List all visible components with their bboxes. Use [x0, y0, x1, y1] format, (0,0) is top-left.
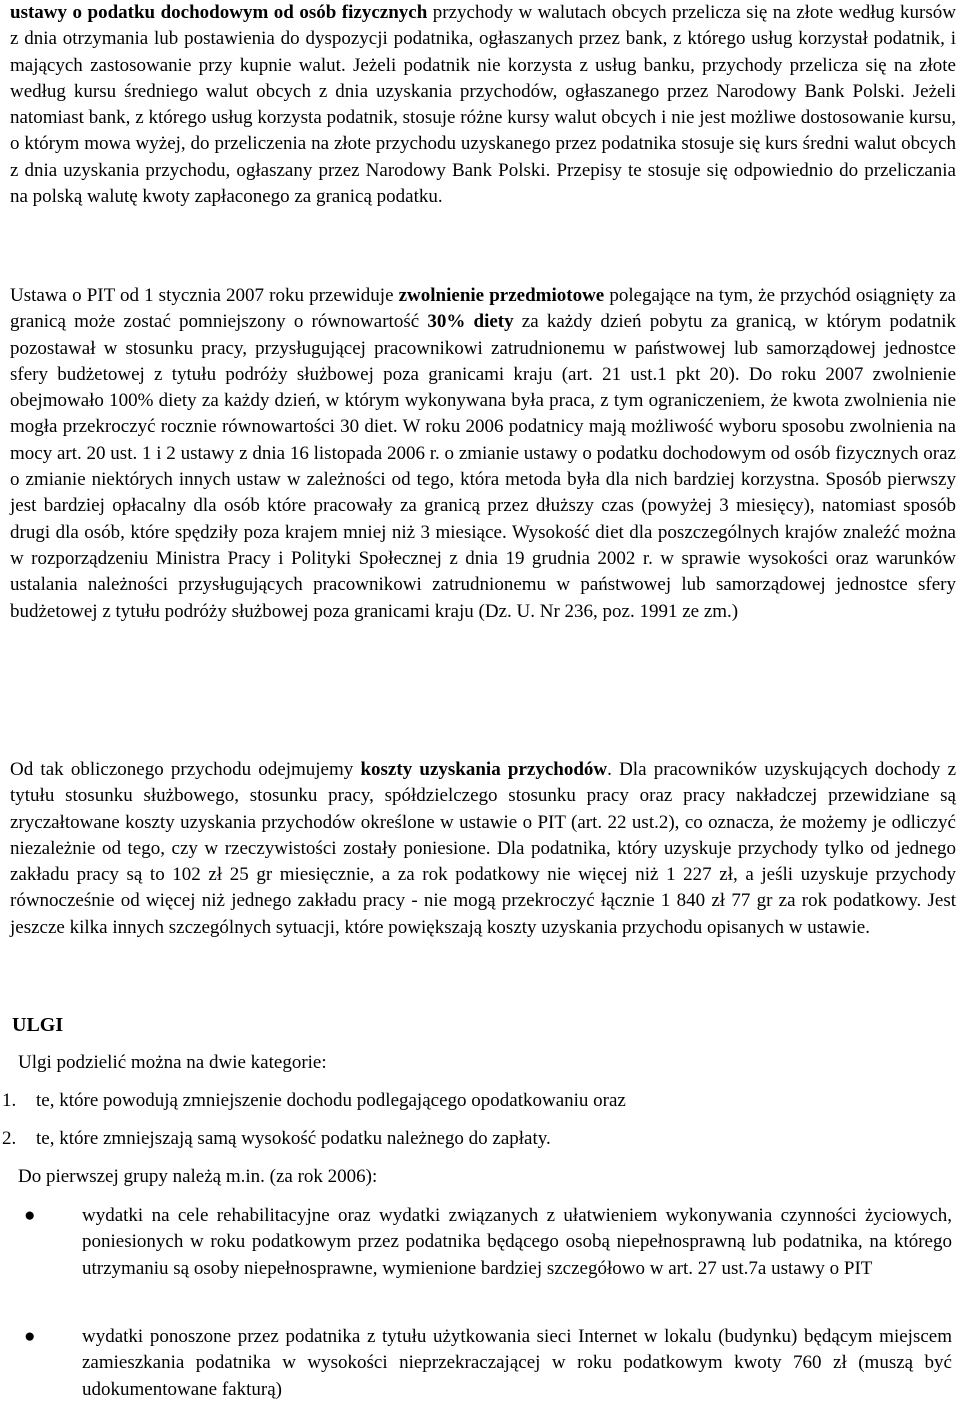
costs-term-bold: koszty uzyskania przychodów	[360, 759, 608, 780]
bullet-icon: ●	[24, 1205, 36, 1226]
list-number: 2.	[2, 1128, 17, 1149]
ulgi-intro-text: Ulgi podzielić można na dwie kategorie:	[18, 1052, 327, 1073]
paragraph-currency-conversion	[10, 0, 956, 210]
paragraph-text: przychody w walutach obcych przelicza się na złote według kursów z dnia otrzymania lub postawienia do dyspozycji podatnika, ogłaszanych przez bank, z którego usług korzystał podatnik, i mających zastosowanie przy kupnie walut. Jeżeli podatnik nie korzysta z usług banku, przychody przelicza się na złote według kursu średniego walut obcych z dnia uzyskania przychodów, ogłaszanego przez Narodowy Bank Polski. Jeżeli natomiast bank, z którego usług korzysta podatnik, stosuje różne kursy walut obcych i nie jest możliwe dostosowanie kursu, o którym mowa wyżej, do przeliczenia na złote przychodu uzyskanego przez podatnika stosuje się kurs średni walut obcych z dnia uzyskania przychodu, ogłaszany przez Narodowy Bank Polski. Przepisy te stosuje się odpowiednio do przeliczania na polską walutę kwoty zapłaconego za granicą podatku.	[10, 2, 956, 208]
list-item-text: te, które zmniejszają samą wysokość podatku należnego do zapłaty.	[36, 1128, 551, 1149]
exemption-term-bold: zwolnienie przedmiotowe	[398, 285, 605, 306]
diet-percent-bold: 30% diety	[427, 311, 514, 333]
paragraph-text: za każdy dzień pobytu za granicą, w którym podatnik pozostawał w stosunku pracy, przysługującej pracownikowi zatrudnionemu w państwowej lub samorządowej jednostce sfery budżetowej z tytułu podróży służbowej poza granicami kraju (art. 21 ust.1 pkt 20). Do roku 2007 zwolnienie obejmowało 100% diety za każdy dzień, w którym wykonywana była praca, z tym ograniczeniem, że kwota zwolnienia nie mogła przekroczyć rocznie równowartości 30 diet. W roku 2006 podatnicy mają możliwość wyboru sposobu zwolnienia na mocy art. 20 ust. 1 i 2 ustawy z dnia 16 listopada 2006 r. o zmianie ustawy o podatku dochodowym od osób fizycznych oraz o zmianie niektórych innych ustaw w zależności od tego, która metoda była dla nich bardziej korzystna. Sposób pierwszy jest bardziej opłacalny dla osób które pracowały za granicą przez dłuższy czas (powyżej 3 miesięcy), natomiast sposób drugi dla osób, które spędziły poza krajem mniej niż 3 miesiące. Wysokość diet dla poszczególnych krajów znaleźć można w rozporządzeniu Ministra Pracy i Polityki Społecznej z dnia 19 grudnia 2002 r. w sprawie wysokości oraz warunków ustalania należności przysługujących pracownikowi zatrudnionemu w państwowej lub samorządowej jednostce sfery budżetowej z tytułu podróży służbowej poza granicami kraju (Dz. U. Nr 236, poz. 1991 ze zm.)	[10, 311, 956, 622]
bullet-item-text: wydatki ponoszone przez podatnika z tytułu użytkowania sieci Internet w lokalu (budynku) będącym miejscem zamieszkania podatnika w wysokości nieprzekraczającej w roku podatkowym kwoty 760 zł (muszą być udokumentowane fakturą)	[82, 1326, 952, 1400]
paragraph-text: Od tak obliczonego przychodu odejmujemy	[10, 759, 361, 780]
bullet-item-text: wydatki na cele rehabilitacyjne oraz wydatki związanych z ułatwieniem wykonywania czynności życiowych, poniesionych w roku podatkowym przez podatnika będącego osobą niepełnosprawną lub podatnika, na którego utrzymaniu są osoby niepełnosprawne, wymienione bardziej szczegółowo w art. 27 ust.7a ustawy o PIT	[82, 1205, 952, 1279]
paragraph-exemption	[10, 283, 956, 625]
list-item-text: te, które powodują zmniejszenie dochodu podlegającego opodatkowaniu oraz	[36, 1090, 626, 1111]
paragraph-costs	[10, 757, 956, 941]
paragraph-text: Ustawa o PIT od 1 stycznia 2007 roku przewiduje	[10, 285, 399, 306]
bullet-icon: ●	[24, 1326, 36, 1347]
law-reference-bold: ustawy o podatku dochodowym od osób fizycznych	[10, 2, 428, 23]
group-intro-text: Do pierwszej grupy należą m.in. (za rok 2006):	[18, 1166, 378, 1187]
paragraph-text: . Dla pracowników uzyskujących dochody z tytułu stosunku służbowego, stosunku pracy, spółdzielczego stosunku pracy oraz pracy nakładczej przewidziane są zryczałtowane koszty uzyskania przychodów określone w ustawie o PIT (art. 22 ust.2), co oznacza, że możemy je odliczyć niezależnie od tego, czy w rzeczywistości zostały poniesione. Dla podatnika, który uzyskuje przychody tylko od jednego zakładu pracy są to 102 zł 25 gr miesięcznie, a za rok podatkowy nie więcej niż 1 227 zł, a jeśli uzyskuje przychody równocześnie od więcej niż jednego zakładu pracy - nie mogą przekroczyć łącznie 1 840 zł 77 gr za rok podatkowy. Jest jeszcze kilka innych szczególnych sytuacji, które powiększają koszty uzyskania przychodu opisanych w ustawie.	[10, 759, 956, 938]
list-number: 1.	[2, 1090, 17, 1111]
paragraph-text: polegające na tym, że przychód osiągnięty za granicą może zostać pomniejszony o równowartość	[10, 285, 956, 333]
section-heading-ulgi: ULGI	[12, 1014, 64, 1036]
